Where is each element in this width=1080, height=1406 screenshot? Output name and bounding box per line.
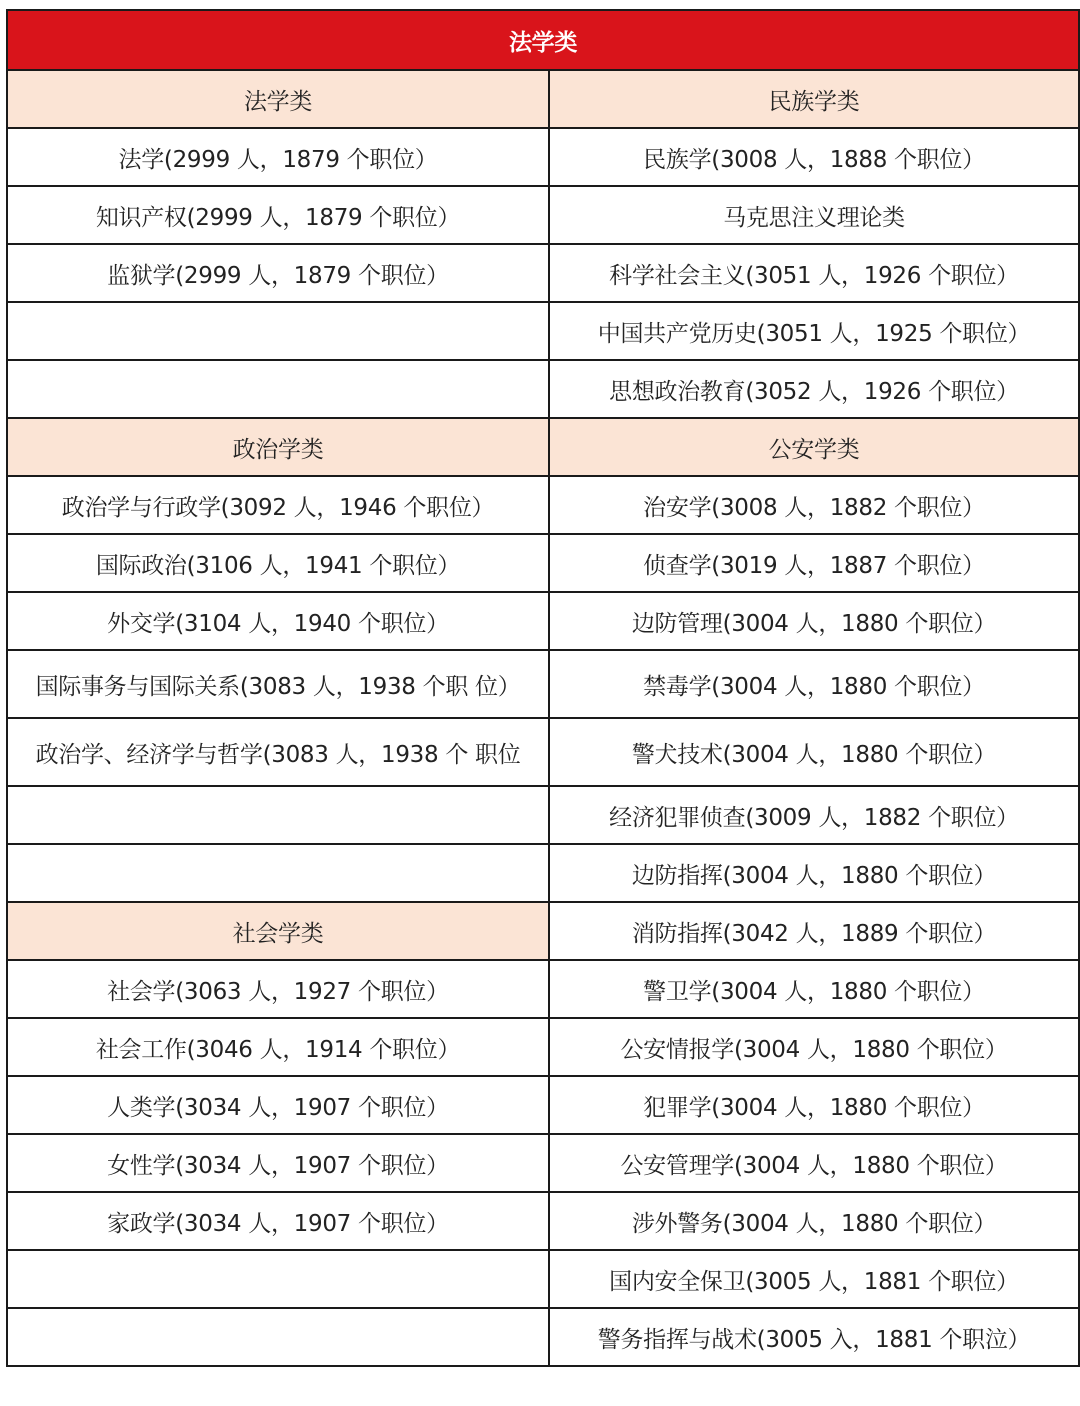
table-cell-left: 社会学(3063 人，1927 个职位）: [7, 960, 549, 1018]
table-cell-left: 外交学(3104 人，1940 个职位）: [7, 592, 549, 650]
table-cell-right: 警犬技术(3004 人，1880 个职位）: [549, 718, 1079, 786]
table-cell-right: 国内安全保卫(3005 人，1881 个职位）: [549, 1250, 1079, 1308]
table-cell-right: 马克思注义理论类: [549, 186, 1079, 244]
table-cell-right: 公安管理学(3004 人，1880 个职位）: [549, 1134, 1079, 1192]
table-row: [7, 1308, 1079, 1366]
table-cell-right: 中国共产党历史(3051 人，1925 个职位）: [549, 302, 1079, 360]
table-row: [7, 786, 1079, 844]
table-cell-left: 政治学、经济学与哲学(3083 人，1938 个 职位: [7, 718, 549, 786]
table-row: [7, 592, 1079, 650]
table-cell-right: 公安情报学(3004 人，1880 个职位）: [549, 1018, 1079, 1076]
table-row: [7, 186, 1079, 244]
table-cell-left: 政治学与行政学(3092 人，1946 个职位）: [7, 476, 549, 534]
table-cell-right: 治安学(3008 人，1882 个职位）: [549, 476, 1079, 534]
table-cell-left: 监狱学(2999 人，1879 个职位）: [7, 244, 549, 302]
category-header-right: 民族学类: [549, 70, 1079, 128]
majors-table: [6, 9, 1080, 1367]
table-cell-left: [7, 786, 549, 844]
table-row: [7, 650, 1079, 718]
table-cell-right: 警务指挥与战术(3005 入，1881 个职泣）: [549, 1308, 1079, 1366]
table-cell-right: 经济犯罪侦查(3009 人，1882 个职位）: [549, 786, 1079, 844]
table-cell-left: 社会工作(3046 人，1914 个职位）: [7, 1018, 549, 1076]
table-cell-right: 民族学(3008 人，1888 个职位）: [549, 128, 1079, 186]
table-cell-right: 警卫学(3004 人，1880 个职位）: [549, 960, 1079, 1018]
table-row: [7, 70, 1079, 128]
table-row: [7, 360, 1079, 418]
table-cell-right: 侦查学(3019 人，1887 个职位）: [549, 534, 1079, 592]
category-header-left: 法学类: [7, 70, 549, 128]
table-cell-left: [7, 302, 549, 360]
table-cell-left: 女性学(3034 人，1907 个职位）: [7, 1134, 549, 1192]
table-cell-right: 消防指挥(3042 人，1889 个职位）: [549, 902, 1079, 960]
category-header-right: 公安学类: [549, 418, 1079, 476]
table-row: [7, 960, 1079, 1018]
table-row: [7, 128, 1079, 186]
majors-table-container: [6, 9, 1078, 1367]
table-cell-right: 犯罪学(3004 人，1880 个职位）: [549, 1076, 1079, 1134]
table-row: [7, 244, 1079, 302]
table-cell-right: 禁毒学(3004 人，1880 个职位）: [549, 650, 1079, 718]
table-cell-left: [7, 844, 549, 902]
table-row: [7, 902, 1079, 960]
table-row: [7, 844, 1079, 902]
table-cell-right: 涉外警务(3004 人，1880 个职位）: [549, 1192, 1079, 1250]
table-row: [7, 1250, 1079, 1308]
table-row: [7, 1134, 1079, 1192]
table-row: [7, 534, 1079, 592]
table-row: [7, 1192, 1079, 1250]
table-row: [7, 302, 1079, 360]
table-row: [7, 1076, 1079, 1134]
table-cell-left: 法学(2999 人，1879 个职位）: [7, 128, 549, 186]
table-cell-right: 边防指挥(3004 人，1880 个职位）: [549, 844, 1079, 902]
table-row: [7, 476, 1079, 534]
table-cell-left: [7, 1250, 549, 1308]
table-cell-right: 科学社会主义(3051 人，1926 个职位）: [549, 244, 1079, 302]
table-cell-left: [7, 1308, 549, 1366]
table-row: [7, 418, 1079, 476]
table-cell-left: 知识产权(2999 人，1879 个职位）: [7, 186, 549, 244]
table-cell-left: 国际政治(3106 人，1941 个职位）: [7, 534, 549, 592]
table-row: [7, 718, 1079, 786]
category-header-left: 社会学类: [7, 902, 549, 960]
table-body: [7, 70, 1079, 1366]
table-title: 法学类: [7, 10, 1079, 70]
category-header-left: 政治学类: [7, 418, 549, 476]
table-title-row: [7, 10, 1079, 70]
table-cell-left: 家政学(3034 人，1907 个职位）: [7, 1192, 549, 1250]
table-cell-left: 国际事务与国际关系(3083 人，1938 个职 位）: [7, 650, 549, 718]
table-cell-right: 思想政治教育(3052 人，1926 个职位）: [549, 360, 1079, 418]
table-cell-left: [7, 360, 549, 418]
table-cell-left: 人类学(3034 人，1907 个职位）: [7, 1076, 549, 1134]
table-row: [7, 1018, 1079, 1076]
table-cell-right: 边防管理(3004 人，1880 个职位）: [549, 592, 1079, 650]
